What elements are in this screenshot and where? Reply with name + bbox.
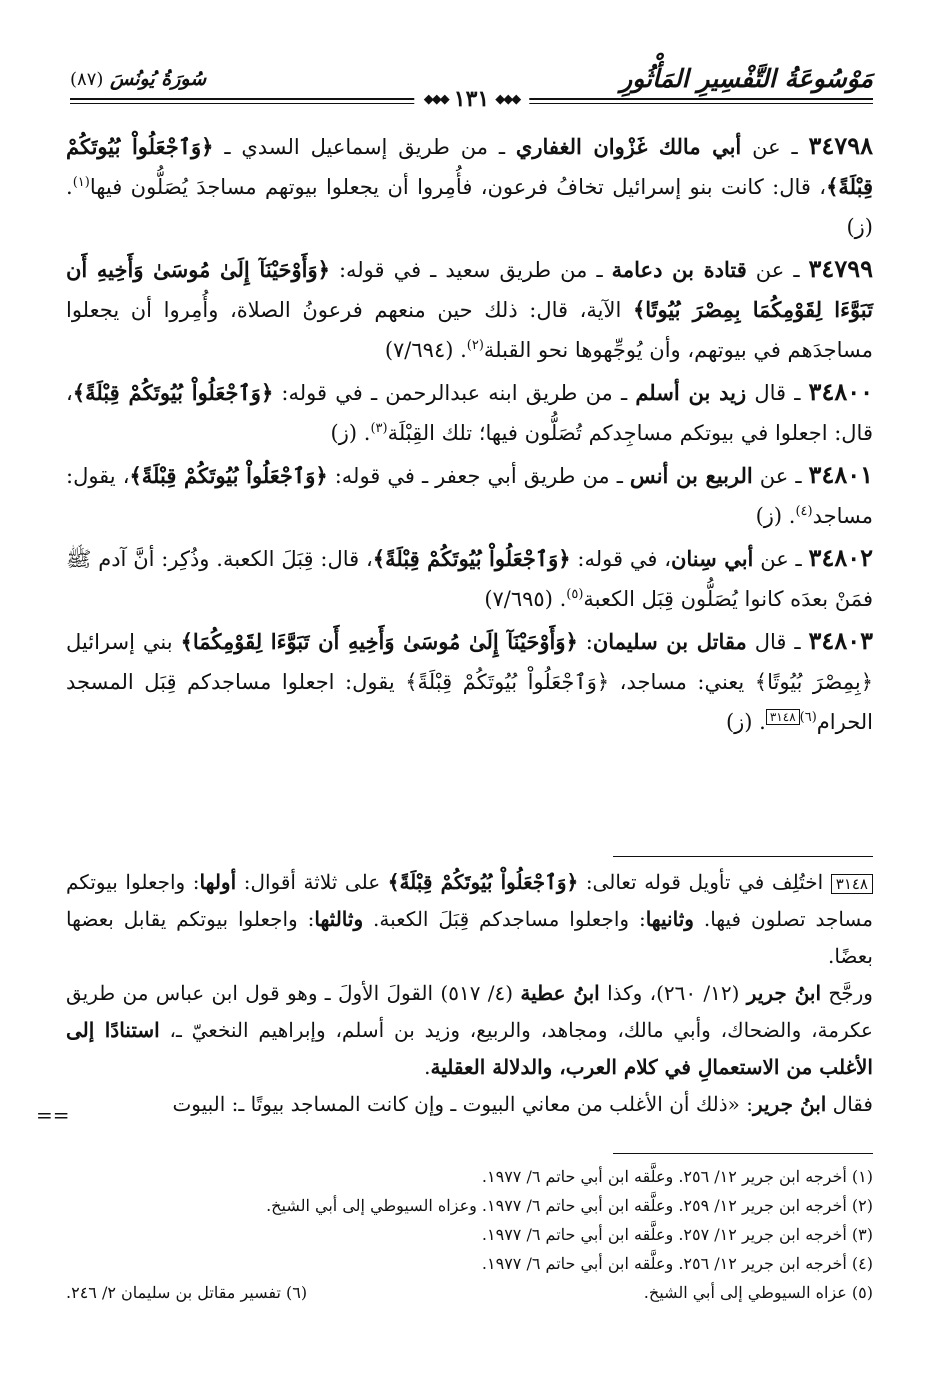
quran-quote: ﴿وَٱجْعَلُواْ بُيُوتَكُمْ قِبْلَةً﴾ <box>66 134 873 199</box>
narrator-name: مقاتل بن سليمان <box>592 629 747 654</box>
surah-name: سُورَةُ يُونُسَ <box>110 68 207 90</box>
surah-header <box>70 68 206 90</box>
footnote-ref: (٤) <box>795 504 813 519</box>
quran-quote: ﴿وَٱجْعَلُواْ بُيُوتَكُمْ قِبْلَةً﴾ <box>387 870 579 894</box>
narrator-name: أبي سِنان <box>670 546 754 571</box>
footnote-separator <box>613 1153 873 1154</box>
quran-quote: ﴿وَٱجْعَلُواْ بُيُوتَكُمْ قِبْلَةً﴾ <box>72 380 274 405</box>
footnote: (٦) تفسير مقاتل بن سليمان ٢/ ٢٤٦. <box>66 1283 308 1302</box>
footnote: (٥) عزاه السيوطي إلى أبي الشيخ. <box>643 1283 873 1302</box>
entry-number: ٣٤٨٠٢ <box>808 543 873 572</box>
entry: ٣٤٧٩٩ ـ عن قتادة بن دعامة ـ من طريق سعيد ـ في قوله: ﴿وَأَوْحَيْنَآ إِلَىٰ مُوسَىٰ وَأَخِيهِ أَن تَبَوَّءَا لِقَوْمِكُمَا بِمِصْرَ بُيُوتًا﴾ الآية، قال: ذلك حين منعهم فرعونُ الصلاة، وأُمِروا أن يجعلوا مساجدَهم في بيوتهم، وأن يُوجِّهوها نحو القبلة$^{(٢)}$. (٧/٦٩٤) <box>66 254 873 362</box>
footnote-ref: (١) <box>72 175 90 190</box>
entry-number: ٣٤٧٩٨ <box>808 131 873 160</box>
commentary <box>66 864 873 1123</box>
footnote: (٢) أخرجه ابن جرير ١٢/ ٢٥٩. وعلَّقه ابن أبي حاتم ٦/ ١٩٧٧. وعزاه السيوطي إلى أبي الشيخ. <box>266 1196 873 1215</box>
narrator-name: أبي مالك غَزْوان الغفاري <box>515 134 742 159</box>
footnotes <box>66 1162 873 1307</box>
footnote: (٤) أخرجه ابن جرير ١٢/ ٢٥٦. وعلَّقه ابن أبي حاتم ٦/ ١٩٧٧. <box>481 1254 873 1273</box>
comment-paragraph: ٣١٤٨ اختُلِف في تأويل قوله تعالى: ﴿وَٱجْعَلُواْ بُيُوتَكُمْ قِبْلَةً﴾ على ثلاثة أقوال: أولها: واجعلوا بيوتكم مساجد تصلون فيها. وثانيها: واجعلوا مساجدكم قِبَلَ الكعبة. وثالثها: واجعلوا بيوتكم يقابل بعضها بعضًا. <box>66 870 873 968</box>
entry-number: ٣٤٨٠٠ <box>808 377 873 406</box>
entry: ٣٤٨٠٠ ـ قال زيد بن أسلم ـ من طريق ابنه عبدالرحمن ـ في قوله: ﴿وَٱجْعَلُواْ بُيُوتَكُمْ قِبْلَةً﴾، قال: اجعلوا في بيوتكم مساجِدكم تُصَلُّون فيها؛ تلك القِبْلَة$^{(٣)}$. (ز) <box>66 377 873 445</box>
entry: ٣٤٨٠١ ـ عن الربيع بن أنس ـ من طريق أبي جعفر ـ في قوله: ﴿وَٱجْعَلُواْ بُيُوتَكُمْ قِبْلَةً﴾، يقول: مساجد$^{(٤)}$. (ز) <box>66 460 873 528</box>
quran-quote: ﴿وَٱجْعَلُواْ بُيُوتَكُمْ قِبْلَةً﴾ <box>372 546 571 571</box>
verse-ref: (٨٧) <box>70 69 104 90</box>
footnote-ref: (٣) <box>370 421 388 436</box>
comment-number-box: ٣١٤٨ <box>831 874 873 894</box>
ornament-icon: ◆◆◆ <box>495 91 520 107</box>
entry-number: ٣٤٨٠٣ <box>808 626 873 655</box>
page-header <box>70 58 873 110</box>
footnote-ref: (٢) <box>466 338 484 353</box>
footnote: (١) أخرجه ابن جرير ١٢/ ٢٥٦. وعلَّقه ابن أبي حاتم ٦/ ١٩٧٧. <box>481 1167 873 1186</box>
footnote-ref: (٦) <box>799 710 817 725</box>
page-number: ١٣١ <box>453 86 490 112</box>
main-text <box>66 126 873 744</box>
continuation-mark: == <box>36 1103 70 1127</box>
ornament-icon: ◆◆◆ <box>423 91 448 107</box>
footnote-ref: (٥) <box>566 587 584 602</box>
comment-paragraph: فقال ابنُ جرير: «ذلك أن الأغلب من معاني البيوت ـ وإن كانت المساجد بيوتًا ـ: البيوت <box>172 1092 873 1116</box>
comment-separator <box>613 856 873 857</box>
quran-quote: ﴿وَٱجْعَلُواْ بُيُوتَكُمْ قِبْلَةً﴾ <box>129 463 328 488</box>
narrator-name: زيد بن أسلم <box>635 380 747 405</box>
entry-number: ٣٤٧٩٩ <box>808 254 873 283</box>
book-title: مَوْسُوعَةُ التَّفْسِيرِ المَأْثُورِ <box>620 64 873 93</box>
narrator-name: قتادة بن دعامة <box>611 257 747 282</box>
quran-quote: ﴿وَأَوْحَيْنَآ إِلَىٰ مُوسَىٰ وَأَخِيهِ أَن تَبَوَّءَا لِقَوْمِكُمَا﴾ <box>180 629 578 654</box>
page-number-box <box>414 86 529 112</box>
comment-paragraph: ورجَّح ابنُ جرير (١٢/ ٢٦٠)، وكذا ابنُ عطية (٤/ ٥١٧) القولَ الأولَ ـ وهو قول ابن عباس من طريق عكرمة، والضحاك، وأبي مالك، ومجاهد، والربيع، وزيد بن أسلم، وإبراهيم النخعيّ ـ، استنادًا إلى الأغلب من الاستعمالِ في كلام العرب، والدلالة العقلية. <box>66 981 873 1079</box>
entry: ٣٤٨٠٢ ـ عن أبي سِنان، في قوله: ﴿وَٱجْعَلُواْ بُيُوتَكُمْ قِبْلَةً﴾، قال: قِبَلَ الكعبة. وذُكِر: أنَّ آدم ﷺ فمَنْ بعدَه كانوا يُصَلُّون قِبَل الكعبة$^{(٥)}$. (٧/٦٩٥) <box>66 543 873 611</box>
entry-number: ٣٤٨٠١ <box>808 460 873 489</box>
footnote: (٣) أخرجه ابن جرير ١٢/ ٢٥٧. وعلَّقه ابن أبي حاتم ٦/ ١٩٧٧. <box>481 1225 873 1244</box>
quran-quote: ﴿وَأَوْحَيْنَآ إِلَىٰ مُوسَىٰ وَأَخِيهِ أَن تَبَوَّءَا لِقَوْمِكُمَا بِمِصْرَ بُيُوتًا﴾ <box>66 257 873 322</box>
narrator-name: الربيع بن أنس <box>629 463 753 488</box>
entry: ٣٤٧٩٨ ـ عن أبي مالك غَزْوان الغفاري ـ من طريق إسماعيل السدي ـ ﴿وَٱجْعَلُواْ بُيُوتَكُمْ قِبْلَةً﴾، قال: كانت بنو إسرائيل تخافُ فرعون، فأُمِروا أن يجعلوا بيوتهم مساجدَ يُصَلُّون فيها$^{(١)}$. (ز) <box>66 131 873 239</box>
entry: ٣٤٨٠٣ ـ قال مقاتل بن سليمان: ﴿وَأَوْحَيْنَآ إِلَىٰ مُوسَىٰ وَأَخِيهِ أَن تَبَوَّءَا لِقَوْمِكُمَا﴾ بني إسرائيل ﴿بِمِصْرَ بُيُوتًا﴾ يعني: مساجد، ﴿وَٱجْعَلُواْ بُيُوتَكُمْ قِبْلَةً﴾ يقول: اجعلوا مساجدكم قِبَل المسجد الحرام$^{(٦)}$٣١٤٨. (ز) <box>66 626 873 734</box>
comment-ref-box[interactable]: ٣١٤٨ <box>766 709 800 725</box>
